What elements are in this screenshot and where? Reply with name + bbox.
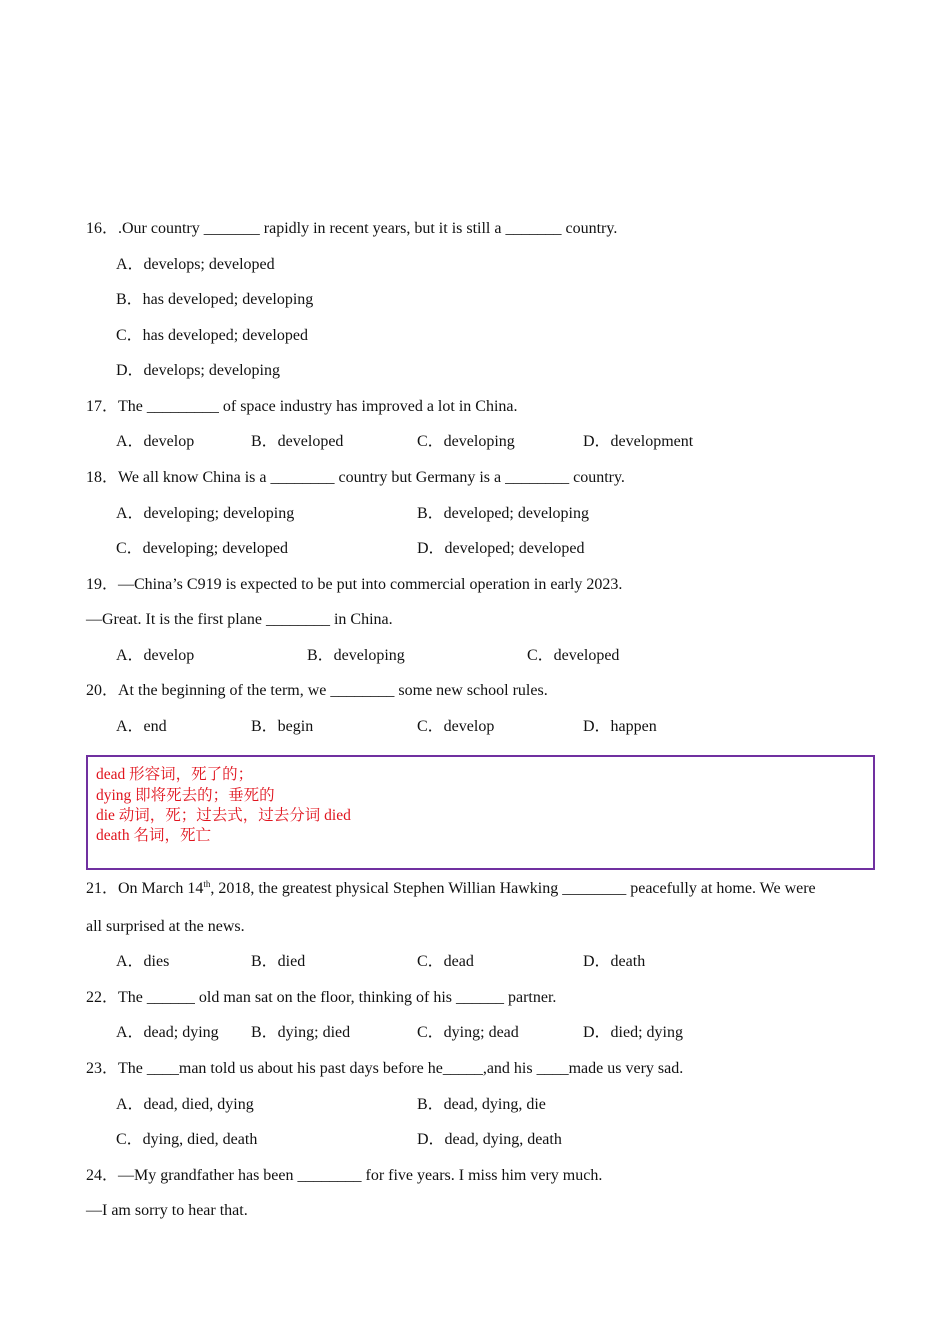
question-24-reply: —I am sorry to hear that. <box>86 1202 248 1219</box>
question-19-reply: —Great. It is the first plane ________ in China. <box>86 611 393 628</box>
question-23-stem: 23．The ____man told us about his past days before he_____,and his ____made us very sad. <box>86 1060 684 1077</box>
q20-option-c[interactable]: C．develop <box>417 718 495 735</box>
question-17-stem: 17．The _________ of space industry has improved a lot in China. <box>86 398 518 415</box>
q17-option-b[interactable]: B．developed <box>251 433 344 450</box>
note-line-die: die 动词，死；过去式，过去分词 died <box>96 807 351 824</box>
q23-option-d[interactable]: D．dead, dying, death <box>417 1131 562 1148</box>
note-line-dead: dead 形容词，死了的； <box>96 766 254 783</box>
q20-option-b[interactable]: B．begin <box>251 718 314 735</box>
q18-option-a[interactable]: A．developing; developing <box>116 505 295 522</box>
q20-option-a[interactable]: A．end <box>116 718 167 735</box>
question-24-stem: 24．—My grandfather has been ________ for five years. I miss him very much. <box>86 1167 603 1184</box>
q21-stem-part1: 21．On March 14 <box>86 880 204 897</box>
q21-option-b[interactable]: B．died <box>251 953 306 970</box>
q19-option-b[interactable]: B．developing <box>307 647 405 664</box>
q16-option-a[interactable]: A．develops; developed <box>116 256 275 273</box>
question-19-stem: 19．—China’s C919 is expected to be put into commercial operation in early 2023. <box>86 576 623 593</box>
q19-option-a[interactable]: A．develop <box>116 647 195 664</box>
q18-option-d[interactable]: D．developed; developed <box>417 540 585 557</box>
q18-option-c[interactable]: C．developing; developed <box>116 540 288 557</box>
q22-option-a[interactable]: A．dead; dying <box>116 1024 219 1041</box>
q21-stem-part2: , 2018, the greatest physical Stephen Willian Hawking ________ peacefully at home. We were <box>210 880 816 897</box>
q16-option-b[interactable]: B．has developed; developing <box>116 291 314 308</box>
q23-option-b[interactable]: B．dead, dying, die <box>417 1096 546 1113</box>
q23-option-a[interactable]: A．dead, died, dying <box>116 1096 254 1113</box>
q21-option-a[interactable]: A．dies <box>116 953 170 970</box>
question-21-stem-continued: all surprised at the news. <box>86 918 245 935</box>
question-20-stem: 20．At the beginning of the term, we ________ some new school rules. <box>86 682 548 699</box>
q17-option-d[interactable]: D．development <box>583 433 694 450</box>
question-21-stem <box>86 879 816 899</box>
q16-option-d[interactable]: D．develops; developing <box>116 362 280 379</box>
question-18-stem: 18．We all know China is a ________ country but Germany is a ________ country. <box>86 469 625 486</box>
q17-option-a[interactable]: A．develop <box>116 433 195 450</box>
q22-option-d[interactable]: D．died; dying <box>583 1024 683 1041</box>
question-16-stem: 16．.Our country _______ rapidly in recent years, but it is still a _______ country. <box>86 220 618 237</box>
q21-option-d[interactable]: D．death <box>583 953 646 970</box>
q21-option-c[interactable]: C．dead <box>417 953 474 970</box>
vocabulary-note-box <box>86 755 875 870</box>
q20-option-d[interactable]: D．happen <box>583 718 657 735</box>
q17-option-c[interactable]: C．developing <box>417 433 515 450</box>
q18-option-b[interactable]: B．developed; developing <box>417 505 589 522</box>
q23-option-c[interactable]: C．dying, died, death <box>116 1131 258 1148</box>
note-line-dying: dying 即将死去的；垂死的 <box>96 787 275 804</box>
question-22-stem: 22．The ______ old man sat on the floor, thinking of his ______ partner. <box>86 989 557 1006</box>
q16-option-c[interactable]: C．has developed; developed <box>116 327 308 344</box>
q22-option-b[interactable]: B．dying; died <box>251 1024 351 1041</box>
note-line-death: death 名词，死亡 <box>96 827 211 844</box>
q21-stem-superscript: th <box>203 879 211 889</box>
q19-option-c[interactable]: C．developed <box>527 647 620 664</box>
q22-option-c[interactable]: C．dying; dead <box>417 1024 519 1041</box>
